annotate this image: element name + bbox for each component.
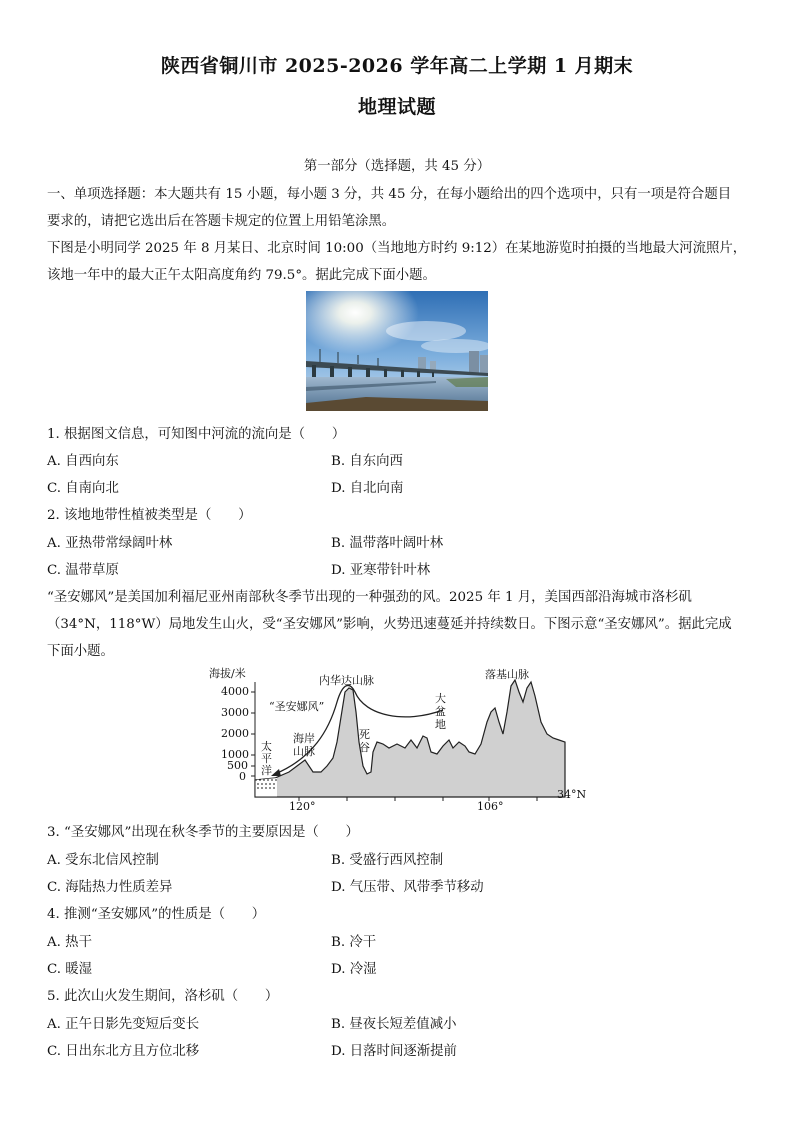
- wind-arrow-head: [271, 769, 281, 776]
- section-heading: 第一部分（选择题，共 45 分）: [303, 159, 491, 174]
- question-2-option-d[interactable]: D. 亚寒带针叶林: [331, 563, 431, 578]
- instructions-line-1: 一、单项选择题：本大题共有 15 小题，每小题 3 分，共 45 分，在每小题给出的四个选项中，只有一项是符合题目: [47, 187, 732, 202]
- y-tick-2000: 2000: [221, 727, 249, 740]
- question-5-option-b[interactable]: B. 昼夜长短差值减小: [331, 1017, 457, 1032]
- question-1-stem: 1. 根据图文信息，可知图中河流的流向是（ ）: [47, 427, 346, 442]
- pacific-label-3: 洋: [261, 764, 272, 777]
- santa-ana-wind-label: “圣安娜风”: [269, 700, 325, 713]
- river-bridge-photo: [306, 291, 488, 411]
- question-2-option-c[interactable]: C. 温带草原: [47, 563, 119, 578]
- question-5-option-c[interactable]: C. 日出东北方且方位北移: [47, 1044, 200, 1059]
- latitude-label: 34°N: [557, 788, 587, 801]
- exam-title: 陕西省铜川市 2025-2026 学年高二上学期 1 月期末: [160, 55, 634, 77]
- y-tick-500: 500: [227, 759, 248, 772]
- question-4-option-d[interactable]: D. 冷湿: [331, 962, 377, 977]
- pacific-label-2: 平: [261, 752, 272, 765]
- passage1-line-1: 下图是小明同学 2025 年 8 月某日、北京时间 10:00（当地地方时约 9:12）在某地游览时拍摄的当地最大河流照片，: [47, 241, 747, 256]
- instructions-line-2: 要求的，请把它选出后在答题卡规定的位置上用铅笔涂黑。: [47, 214, 396, 229]
- question-1-option-c[interactable]: C. 自南向北: [47, 481, 119, 496]
- question-1-option-d[interactable]: D. 自北向南: [331, 481, 404, 496]
- question-1-option-b[interactable]: B. 自东向西: [331, 454, 403, 469]
- great-basin-label-3: 地: [435, 718, 446, 731]
- question-3-option-b[interactable]: B. 受盛行西风控制: [331, 853, 444, 868]
- santa-ana-wind-profile-diagram: [205, 662, 595, 812]
- question-4-stem: 4. 推测“圣安娜风”的性质是（ ）: [47, 907, 266, 922]
- y-tick-3000: 3000: [221, 706, 249, 719]
- question-4-option-a[interactable]: A. 热干: [47, 935, 92, 950]
- y-axis-label: 海拔/米: [209, 667, 246, 680]
- passage2-line-2: （34°N，118°W）局地发生山火，受“圣安娜风”影响，火势迅速蔓延并持续数日。下图示意“圣安娜风”。据此完成: [47, 617, 732, 632]
- question-2-stem: 2. 该地地带性植被类型是（ ）: [47, 508, 252, 523]
- exam-subtitle: 地理试题: [357, 96, 436, 118]
- question-4-option-c[interactable]: C. 暖湿: [47, 962, 93, 977]
- passage2-line-3: 下面小题。: [47, 644, 114, 659]
- great-basin-label-1: 大: [435, 692, 446, 705]
- y-tick-4000: 4000: [221, 685, 249, 698]
- great-basin-label-2: 盆: [435, 705, 446, 718]
- rocky-mountains-label: 落基山脉: [485, 668, 529, 681]
- pacific-label-1: 太: [261, 740, 272, 753]
- question-5-stem: 5. 此次山火发生期间，洛杉矶（ ）: [47, 989, 279, 1004]
- question-2-option-b[interactable]: B. 温带落叶阔叶林: [331, 536, 444, 551]
- question-3-option-a[interactable]: A. 受东北信风控制: [47, 853, 159, 868]
- question-4-option-b[interactable]: B. 冷干: [331, 935, 377, 950]
- y-tick-0: 0: [239, 770, 246, 783]
- x-tick-120: 120°: [289, 800, 316, 812]
- question-1-option-a[interactable]: A. 自西向东: [47, 454, 119, 469]
- question-3-option-d[interactable]: D. 气压带、风带季节移动: [331, 880, 484, 895]
- question-5-option-d[interactable]: D. 日落时间逐渐提前: [331, 1044, 457, 1059]
- question-2-option-a[interactable]: A. 亚热带常绿阔叶林: [47, 536, 173, 551]
- y-tick-1000: 1000: [221, 748, 249, 761]
- question-3-stem: 3. “圣安娜风”出现在秋冬季节的主要原因是（ ）: [47, 825, 359, 840]
- coast-range-label-2: 山脉: [293, 745, 315, 758]
- death-valley-label-2: 谷: [359, 741, 370, 754]
- passage2-line-1: “圣安娜风”是美国加利福尼亚州南部秋冬季节出现的一种强劲的风。2025 年 1 月，美国西部沿海城市洛杉矶: [47, 590, 692, 605]
- death-valley-label-1: 死: [359, 728, 370, 741]
- passage1-line-2: 该地一年中的最大正午太阳高度角约 79.5°。据此完成下面小题。: [47, 268, 436, 283]
- coast-range-label-1: 海岸: [293, 732, 315, 745]
- x-tick-106: 106°: [477, 800, 504, 812]
- question-3-option-c[interactable]: C. 海陆热力性质差异: [47, 880, 173, 895]
- question-5-option-a[interactable]: A. 正午日影先变短后变长: [47, 1017, 200, 1032]
- sierra-nevada-label: 内华达山脉: [319, 674, 374, 687]
